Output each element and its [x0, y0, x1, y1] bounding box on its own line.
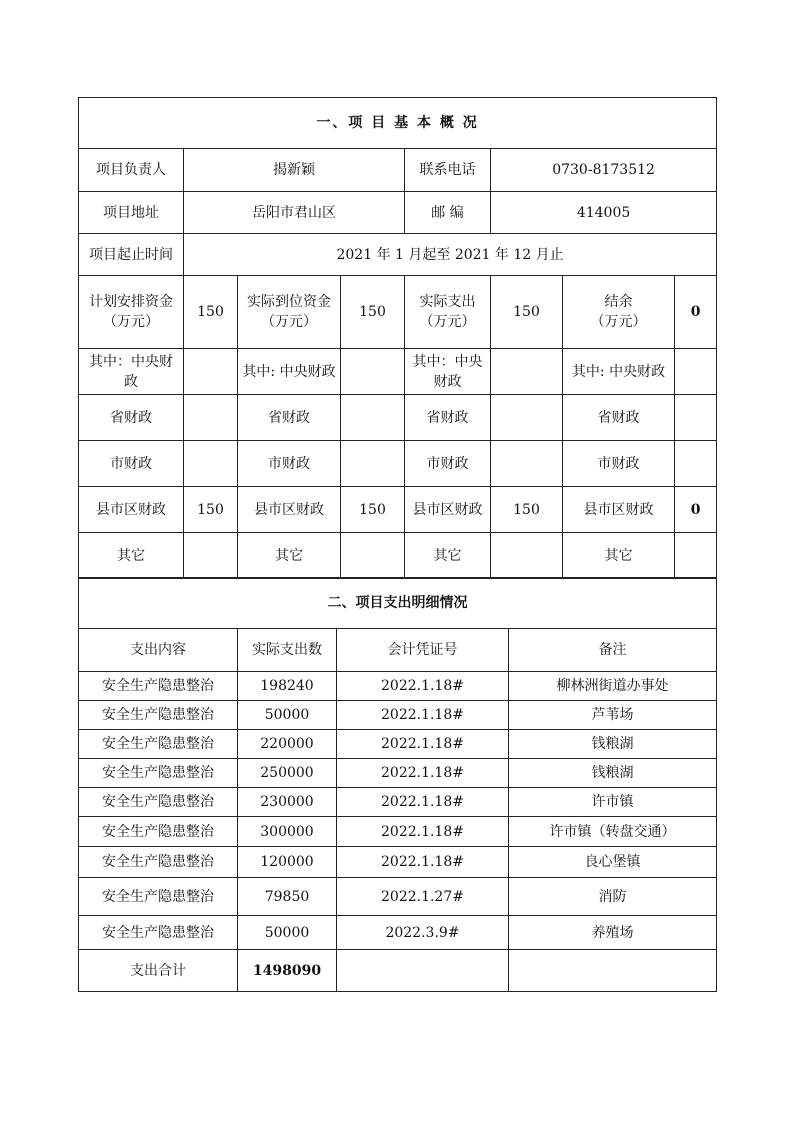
fund-source-label: 县市区财政 [563, 487, 675, 533]
fund-header: 实际支出 （万元） [405, 276, 491, 349]
leader-value: 揭新颖 [184, 149, 405, 192]
fund-source-label: 其中：中央财政 [79, 349, 184, 395]
expenditure-table [78, 577, 717, 992]
column-header: 支出内容 [79, 629, 238, 672]
expense-amount: 250000 [238, 759, 337, 788]
fund-header-value: 150 [184, 276, 238, 349]
total-label: 支出合计 [79, 950, 238, 992]
empty-cell [337, 950, 509, 992]
fund-source-value [491, 349, 563, 395]
voucher-number: 2022.1.18# [337, 701, 509, 730]
leader-label: 项目负责人 [79, 149, 184, 192]
fund-source-value: 150 [184, 487, 238, 533]
expense-remark: 许市镇 [509, 788, 717, 817]
table-row [79, 817, 717, 847]
table-row [79, 672, 717, 701]
fund-source-value [341, 533, 405, 579]
fund-source-label: 县市区财政 [238, 487, 341, 533]
fund-source-label: 县市区财政 [405, 487, 491, 533]
expense-content: 安全生产隐患整治 [79, 701, 238, 730]
column-header: 会计凭证号 [337, 629, 509, 672]
expense-content: 安全生产隐患整治 [79, 788, 238, 817]
postcode-label: 邮 编 [405, 192, 491, 234]
expense-remark: 消防 [509, 878, 717, 916]
total-value: 1498090 [238, 950, 337, 992]
postcode-value: 414005 [491, 192, 717, 234]
period-value: 2021 年 1 月起至 2021 年 12 月止 [184, 234, 717, 276]
voucher-number: 2022.1.18# [337, 788, 509, 817]
expense-remark: 钱粮湖 [509, 759, 717, 788]
fund-source-value [341, 349, 405, 395]
expense-content: 安全生产隐患整治 [79, 847, 238, 878]
fund-source-value: 0 [675, 487, 717, 533]
table-row [79, 701, 717, 730]
column-header: 实际支出数 [238, 629, 337, 672]
fund-header-value: 150 [491, 276, 563, 349]
phone-value: 0730-8173512 [491, 149, 717, 192]
fund-source-label: 其它 [405, 533, 491, 579]
fund-source-value [184, 533, 238, 579]
address-label: 项目地址 [79, 192, 184, 234]
phone-label: 联系电话 [405, 149, 491, 192]
voucher-number: 2022.1.18# [337, 759, 509, 788]
fund-source-label: 市财政 [405, 441, 491, 487]
fund-source-label: 省财政 [79, 395, 184, 441]
fund-source-label: 其中：中央财政 [405, 349, 491, 395]
fund-source-value [184, 349, 238, 395]
fund-source-value: 150 [341, 487, 405, 533]
expense-content: 安全生产隐患整治 [79, 878, 238, 916]
expense-remark: 钱粮湖 [509, 730, 717, 759]
period-label: 项目起止时间 [79, 234, 184, 276]
fund-source-label: 市财政 [238, 441, 341, 487]
fund-source-label: 市财政 [563, 441, 675, 487]
total-row [79, 950, 717, 992]
expense-amount: 50000 [238, 701, 337, 730]
fund-header-value: 0 [675, 276, 717, 349]
fund-source-value [184, 395, 238, 441]
expense-content: 安全生产隐患整治 [79, 817, 238, 847]
expense-content: 安全生产隐患整治 [79, 759, 238, 788]
expense-amount: 79850 [238, 878, 337, 916]
section-title: 一、项 目 基 本 概 况 [79, 98, 717, 149]
fund-source-value [675, 533, 717, 579]
expense-remark: 许市镇（转盘交通） [509, 817, 717, 847]
column-header: 备注 [509, 629, 717, 672]
fund-source-value: 150 [491, 487, 563, 533]
fund-source-label: 其中: 中央财政 [238, 349, 341, 395]
fund-source-label: 县市区财政 [79, 487, 184, 533]
expense-remark: 芦苇场 [509, 701, 717, 730]
fund-source-label: 其中: 中央财政 [563, 349, 675, 395]
fund-source-label: 其它 [563, 533, 675, 579]
fund-source-value [675, 395, 717, 441]
table-row [79, 916, 717, 950]
fund-source-value [341, 395, 405, 441]
table-row [79, 878, 717, 916]
expense-amount: 230000 [238, 788, 337, 817]
empty-cell [509, 950, 717, 992]
expense-amount: 50000 [238, 916, 337, 950]
fund-header: 结余 （万元） [563, 276, 675, 349]
expense-content: 安全生产隐患整治 [79, 730, 238, 759]
fund-source-value [184, 441, 238, 487]
fund-source-label: 其它 [79, 533, 184, 579]
expense-amount: 220000 [238, 730, 337, 759]
fund-source-label: 省财政 [563, 395, 675, 441]
voucher-number: 2022.1.18# [337, 730, 509, 759]
voucher-number: 2022.1.18# [337, 847, 509, 878]
fund-header: 实际到位资金 （万元） [238, 276, 341, 349]
voucher-number: 2022.3.9# [337, 916, 509, 950]
table-row [79, 759, 717, 788]
expense-remark: 良心堡镇 [509, 847, 717, 878]
fund-header: 计划安排资金 （万元） [79, 276, 184, 349]
fund-source-label: 其它 [238, 533, 341, 579]
expense-content: 安全生产隐患整治 [79, 672, 238, 701]
fund-source-value [675, 441, 717, 487]
voucher-number: 2022.1.18# [337, 672, 509, 701]
address-value: 岳阳市君山区 [184, 192, 405, 234]
expense-amount: 120000 [238, 847, 337, 878]
basic-info-table [78, 97, 717, 579]
fund-source-value [675, 349, 717, 395]
fund-source-value [491, 533, 563, 579]
fund-source-label: 省财政 [238, 395, 341, 441]
fund-source-label: 市财政 [79, 441, 184, 487]
fund-source-value [491, 395, 563, 441]
fund-source-value [341, 441, 405, 487]
fund-source-label: 省财政 [405, 395, 491, 441]
table-row [79, 730, 717, 759]
expense-remark: 养殖场 [509, 916, 717, 950]
fund-header-value: 150 [341, 276, 405, 349]
voucher-number: 2022.1.27# [337, 878, 509, 916]
expense-amount: 198240 [238, 672, 337, 701]
voucher-number: 2022.1.18# [337, 817, 509, 847]
section-title: 二、项目支出明细情况 [79, 578, 717, 629]
expense-remark: 柳林洲街道办事处 [509, 672, 717, 701]
table-row [79, 788, 717, 817]
expense-content: 安全生产隐患整治 [79, 916, 238, 950]
fund-source-value [491, 441, 563, 487]
table-row [79, 847, 717, 878]
expense-amount: 300000 [238, 817, 337, 847]
